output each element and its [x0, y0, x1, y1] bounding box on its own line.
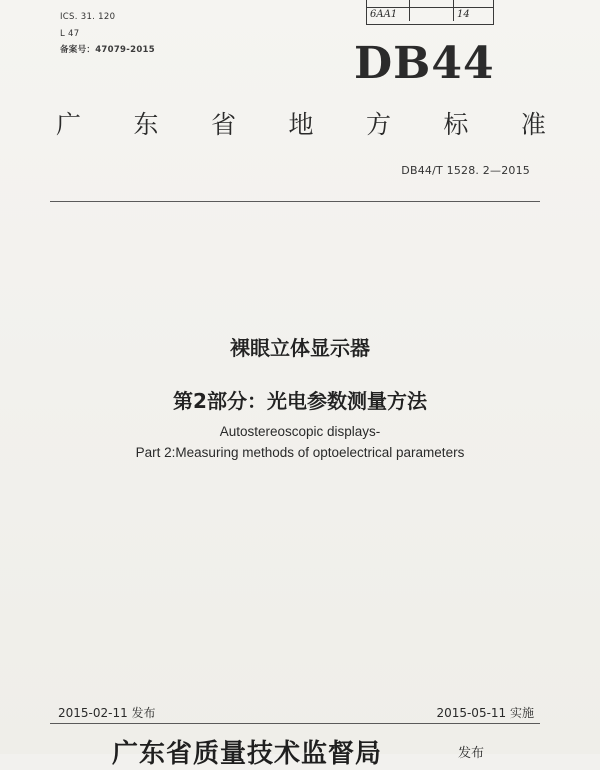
footer-divider [50, 723, 540, 724]
organization-char: 广 [56, 110, 82, 139]
header-divider [50, 201, 540, 202]
issuing-authority: 广东省质量技术监督局 [112, 739, 383, 769]
stamp-cell: 14 [453, 8, 493, 21]
stamp-cell [409, 8, 453, 21]
organization-char: 方 [365, 110, 391, 139]
organization-char: 地 [288, 110, 314, 139]
title-chinese-part: 第2部分：光电参数测量方法 [173, 389, 427, 413]
stamp-cell: 6AA1 [370, 9, 398, 20]
title-english-main: Autostereoscopic displays- [219, 424, 381, 439]
standard-number: DB44/T 1528. 2—2015 [401, 164, 530, 177]
title-chinese-main: 裸眼立体显示器 [230, 336, 370, 360]
implementation-date: 2015-05-11 实施 [436, 706, 534, 720]
issue-date: 2015-02-11 发布 [58, 706, 156, 720]
ics-code: ICS. 31. 120 [60, 12, 116, 22]
organization-char: 东 [133, 110, 159, 139]
standard-prefix-logo: DB44 [354, 38, 495, 89]
title-english-part: Part 2:Measuring methods of optoelectrical parameters [135, 445, 465, 460]
ccs-code: L 47 [60, 29, 80, 39]
archive-stamp-table [366, 0, 494, 25]
issuer-suffix: 发布 [458, 746, 485, 761]
record-number: 备案号：47079-2015 [60, 45, 155, 55]
organization-heading [56, 106, 546, 140]
organization-char: 标 [443, 110, 469, 139]
organization-char: 省 [210, 110, 236, 139]
stamp-row [367, 7, 493, 21]
organization-char: 准 [520, 110, 546, 139]
